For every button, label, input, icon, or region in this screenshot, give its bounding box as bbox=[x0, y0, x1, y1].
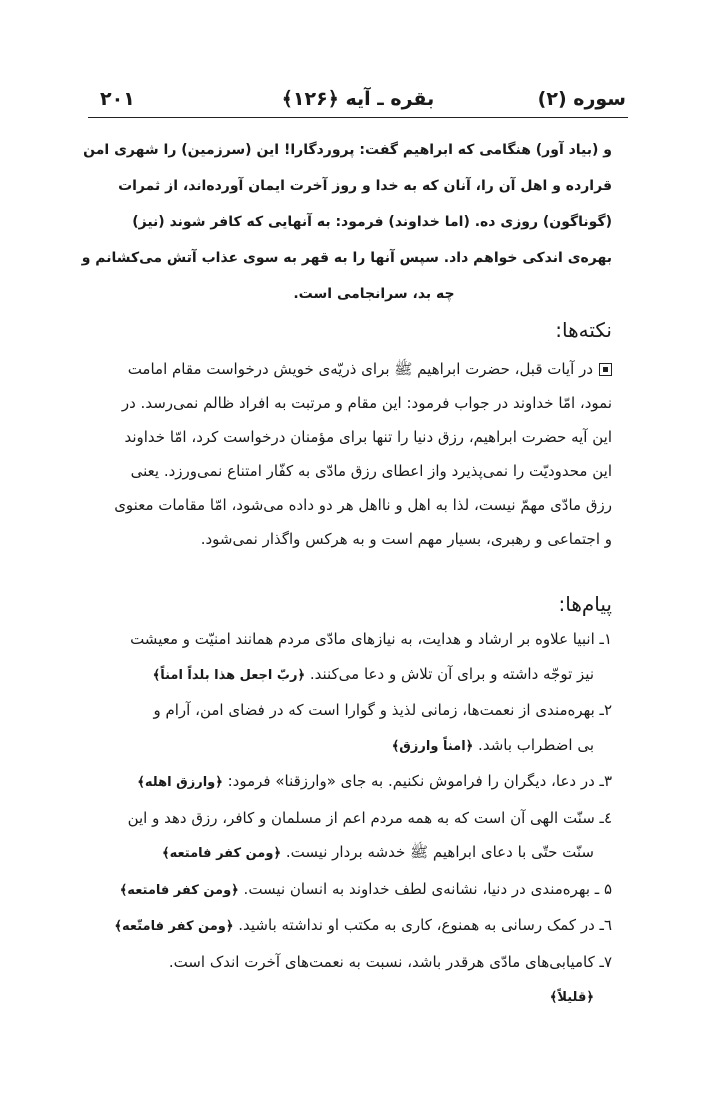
page-number: ۲۰۱ bbox=[100, 88, 135, 110]
ayah-quote: ﴿وارزق اهله﴾ bbox=[137, 775, 223, 790]
ayah-quote: ﴿ربّ اجعل هذا بلداً امناً﴾ bbox=[152, 667, 306, 683]
message-text: ۲ـ بهره‌مندی از نعمت‌ها، زمانی لذیذ و گوارا است که در فضای امن، آرام و bbox=[153, 701, 612, 719]
notes-heading: نکته‌ها: bbox=[555, 318, 612, 342]
translation-line: و (بیاد آور) هنگامی که ابراهیم گفت: پروردگارا! این (سرزمین) را شهری امن bbox=[83, 142, 612, 158]
message-text: ۳ـ در دعا، دیگران را فراموش نکنیم. به جای «وارزقنا» فرمود: bbox=[222, 772, 612, 790]
ayah-quote: ﴿ومن کفر فامتعه﴾ bbox=[161, 846, 282, 861]
verse-reference: بقره ـ آیه ﴿۱۲۶﴾ bbox=[281, 88, 435, 110]
message-text: ۷ـ کامیابی‌های مادّی هرقدر باشد، نسبت به نعمت‌های آخرت اندک است. bbox=[168, 952, 612, 971]
message-text: سنّت حتّی با دعای ابراهیم ﷺ خدشه بردار نیست. bbox=[281, 843, 594, 861]
running-header bbox=[88, 84, 628, 118]
messages-heading: پیام‌ها: bbox=[558, 592, 612, 616]
message-text: ٤ـ سنّت الهی آن است که به همه مردم اعم از مسلمان و کافر، رزق دهد و این bbox=[127, 808, 612, 827]
translation-line: (گوناگون) روزی ده. (اما خداوند) فرمود: به آنهایی که کافر شوند (نیز) bbox=[132, 214, 612, 230]
note-line: این محدودیّت را نمی‌پذیرد واز اعطای رزق مادّی به کفّار امتناع نمی‌ورزد. یعنی bbox=[130, 462, 612, 480]
header-rule bbox=[88, 117, 628, 118]
note-line bbox=[98, 352, 612, 386]
translation-line: بهره‌ی اندکی خواهم داد. سپس آنها را به قهر به سوی عذاب آتش می‌کشانم و bbox=[81, 250, 612, 266]
translation-line: قرارده و اهل آن را، آنان که به خدا و روز آخرت ایمان آورده‌اند، از ثمرات bbox=[118, 178, 612, 194]
messages-body bbox=[98, 622, 612, 1016]
notes-body bbox=[98, 352, 612, 556]
note-line: رزق مادّی مهمّ نیست، لذا به اهل و نااهل هر دو داده می‌شود، امّا مقامات معنوی bbox=[114, 496, 612, 514]
sura-label: سوره (۲) bbox=[537, 88, 626, 110]
ayah-quote: ﴿امناً وارزق﴾ bbox=[391, 738, 474, 754]
message-line bbox=[98, 764, 612, 801]
message-line bbox=[98, 979, 612, 1016]
message-line bbox=[98, 835, 612, 872]
translation-line: چه بد، سرانجامی است. bbox=[293, 286, 455, 302]
note-text: در آیات قبل، حضرت ابراهیم ﷺ برای ذریّه‌ی خویش درخواست مقام امامت bbox=[127, 360, 593, 378]
note-line: نمود، امّا خداوند در جواب فرمود: این مقام و مرتبت به افراد ظالم نمی‌رسد. در bbox=[121, 394, 612, 412]
square-bullet-icon bbox=[599, 363, 612, 376]
note-line: این آیه حضرت ابراهیم، رزق دنیا را تنها برای مؤمنان درخواست کرد، امّا خداوند bbox=[124, 428, 612, 446]
message-line bbox=[98, 801, 612, 836]
message-line bbox=[98, 622, 612, 657]
message-text: ۵ ـ بهره‌مندی در دنیا، نشانه‌ی لطف خداوند به انسان نیست. bbox=[238, 879, 612, 898]
message-line bbox=[98, 728, 612, 765]
message-text: نیز توجّه داشته و برای آن تلاش و دعا می‌کنند. bbox=[305, 664, 594, 683]
ayah-quote: ﴿ومن کفر فامتّعه﴾ bbox=[114, 919, 234, 934]
ayah-quote: ﴿قلیلاً﴾ bbox=[549, 990, 594, 1005]
message-text: بی اضطراب باشد. bbox=[473, 735, 594, 754]
ayah-quote: ﴿ومن کفر فامتعه﴾ bbox=[119, 882, 239, 898]
message-line bbox=[98, 872, 612, 909]
message-line bbox=[98, 945, 612, 980]
message-line bbox=[98, 657, 612, 694]
verse-translation bbox=[81, 132, 612, 312]
message-text: ۱ـ انبیا علاوه بر ارشاد و هدایت، به نیازهای مادّی مردم همانند امنیّت و معیشت bbox=[130, 630, 612, 648]
message-text: ٦ـ در کمک رسانی به همنوع، کاری به مکتب او نداشته باشید. bbox=[233, 916, 612, 934]
message-line bbox=[98, 908, 612, 945]
note-line: و اجتماعی و رهبری، بسیار مهم است و به هرکس واگذار نمی‌شود. bbox=[200, 530, 612, 548]
message-line bbox=[98, 693, 612, 728]
